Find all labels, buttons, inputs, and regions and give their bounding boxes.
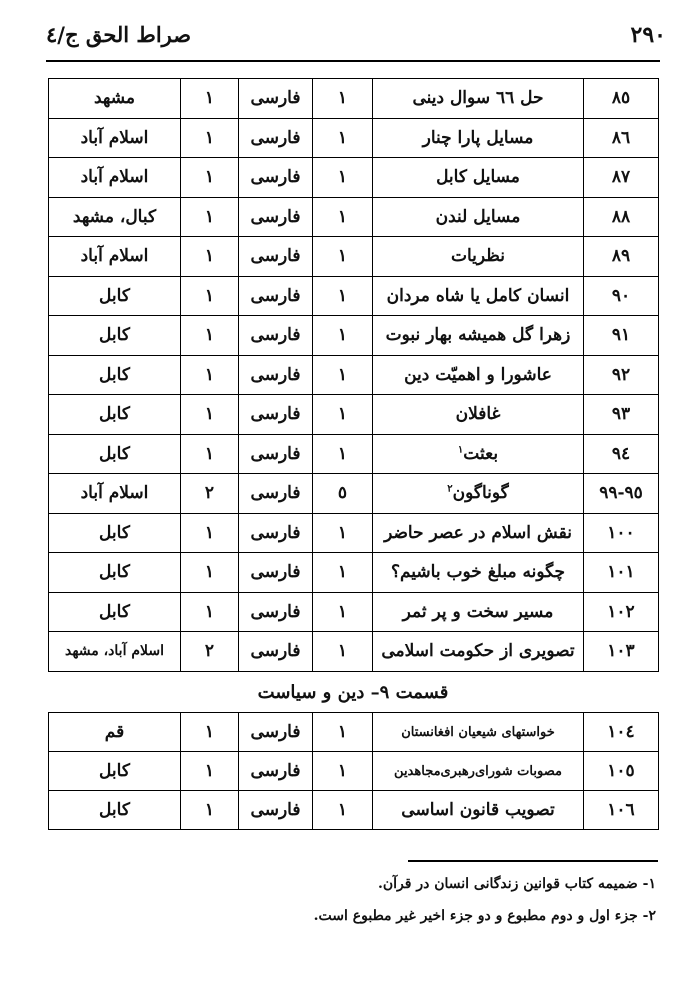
cell-count [181,632,239,672]
cell-place [49,355,181,395]
cell-num [584,79,659,119]
place-text: کابل [99,601,130,622]
books-table-body [49,79,659,672]
books-table [48,78,659,672]
cell-num [584,118,659,158]
cell-volumes [313,395,373,435]
table-row [49,434,659,474]
cell-place [49,553,181,593]
cell-language [239,355,313,395]
cell-language [239,434,313,474]
cell-language [239,632,313,672]
language-text: فارسی [250,522,301,543]
cell-title [373,276,584,316]
place-text: اسلام آباد [80,167,149,188]
cell-language [239,316,313,356]
title-text: چگونه مبلغ خوب باشیم؟ [390,562,566,583]
language-text: فارسی [250,722,301,742]
place-text: کابل [99,285,130,306]
count-text: ۱ [204,562,215,583]
table-row [49,158,659,198]
num-text: ۸٦ [611,127,631,148]
footnote-rule [408,860,658,862]
table-row [49,752,659,791]
table-row [49,237,659,277]
num-text: ۱۰٦ [607,800,635,820]
title-text: بعثت [463,443,499,464]
title-text: مسیر سخت و پر ثمر [402,601,554,622]
place-text: کابل [99,562,130,583]
num-text: ۸۷ [611,167,631,188]
cell-place [49,713,181,752]
cell-place [49,632,181,672]
cell-language [239,395,313,435]
language-text: فارسی [250,562,301,583]
volumes-text: ۱ [337,522,348,543]
cell-count [181,395,239,435]
place-text: مشهد [93,88,136,109]
cell-num [584,158,659,198]
table-row [49,316,659,356]
cell-volumes [313,592,373,632]
count-text: ۱ [204,522,215,543]
footnote-1: ۱- ضمیمه کتاب قوانین زندگانی انسان در قرآن. [378,876,656,892]
cell-num [584,713,659,752]
count-text: ۱ [204,206,215,227]
section-heading: قسمت ۹– دین و سیاست [257,682,449,703]
cell-volumes [313,553,373,593]
volumes-text: ۱ [337,443,348,464]
volumes-text: ۱ [337,800,348,820]
cell-title [373,632,584,672]
cell-language [239,752,313,791]
volumes-text: ۱ [337,88,348,109]
language-text: فارسی [250,364,301,385]
count-text: ۱ [204,761,215,781]
cell-num [584,434,659,474]
cell-language [239,791,313,830]
language-text: فارسی [250,167,301,188]
count-text: ۱ [204,601,215,622]
language-text: فارسی [250,443,301,464]
cell-num [584,237,659,277]
volumes-text: ۱ [337,761,348,781]
cell-title [373,791,584,830]
num-text: ۸۹ [611,246,631,267]
footnote-marker: ۱ [457,444,464,456]
cell-volumes [313,276,373,316]
num-text: ۸۸ [611,206,631,227]
cell-num [584,513,659,553]
language-text: فارسی [250,761,301,781]
count-text: ۱ [204,127,215,148]
language-text: فارسی [250,800,301,820]
cell-num [584,752,659,791]
cell-title [373,118,584,158]
cell-volumes [313,355,373,395]
cell-count [181,237,239,277]
cell-title [373,197,584,237]
cell-count [181,79,239,119]
cell-count [181,553,239,593]
cell-num [584,592,659,632]
cell-title [373,713,584,752]
cell-language [239,79,313,119]
volumes-text: ۱ [337,641,348,662]
cell-count [181,752,239,791]
cell-volumes [313,632,373,672]
place-text: اسلام آباد [80,483,149,504]
volumes-text: ۱ [337,404,348,425]
table-row [49,474,659,514]
table-row [49,791,659,830]
place-text: قم [104,722,125,742]
cell-num [584,553,659,593]
cell-place [49,197,181,237]
title-text: گوناگون [452,483,509,504]
num-text: ۹۰ [611,285,631,306]
language-text: فارسی [250,127,301,148]
language-text: فارسی [250,206,301,227]
language-text: فارسی [250,601,301,622]
volumes-text: ۱ [337,127,348,148]
cell-num [584,316,659,356]
cell-language [239,513,313,553]
cell-count [181,118,239,158]
cell-volumes [313,513,373,553]
count-text: ۲ [204,641,215,662]
table-row [49,553,659,593]
cell-place [49,158,181,198]
cell-language [239,118,313,158]
cell-volumes [313,118,373,158]
cell-title [373,237,584,277]
title-text: مسایل پارا چنار [422,127,534,148]
num-text: ۹٥-۹۹ [599,483,643,504]
cell-num [584,355,659,395]
num-text: ۹۲ [611,364,631,385]
cell-title [373,752,584,791]
cell-place [49,592,181,632]
title-text: مصوبات شورای‌رهبری‌مجاهدین [394,763,562,779]
num-text: ۸٥ [611,88,631,109]
cell-title [373,395,584,435]
count-text: ۱ [204,364,215,385]
table-row [49,118,659,158]
title-text: عاشورا و اهمیّت دین [404,364,552,385]
count-text: ۲ [204,483,215,504]
page-header [46,22,666,56]
header-rule [46,60,660,62]
cell-language [239,237,313,277]
volumes-text: ۱ [337,206,348,227]
cell-count [181,276,239,316]
num-text: ۱۰٥ [607,761,635,781]
cell-title [373,316,584,356]
table-row [49,197,659,237]
table-row [49,513,659,553]
page-number: ۲۹۰ [630,22,666,48]
volumes-text: ۱ [337,167,348,188]
cell-place [49,752,181,791]
place-text: کابل [99,404,130,425]
cell-count [181,713,239,752]
place-text: کابل [99,325,130,346]
cell-volumes [313,316,373,356]
cell-volumes [313,237,373,277]
volumes-text: ۱ [337,325,348,346]
cell-language [239,553,313,593]
table-row [49,632,659,672]
cell-count [181,791,239,830]
place-text: اسلام آباد، مشهد [65,643,164,660]
language-text: فارسی [250,246,301,267]
volumes-text: ٥ [337,483,348,504]
count-text: ۱ [204,443,215,464]
place-text: کبال، مشهد [72,206,157,227]
count-text: ۱ [204,325,215,346]
politics-table-body [49,713,659,830]
count-text: ۱ [204,167,215,188]
table-row [49,355,659,395]
num-text: ۹٤ [611,443,631,464]
cell-language [239,158,313,198]
cell-num [584,474,659,514]
cell-place [49,316,181,356]
cell-volumes [313,197,373,237]
count-text: ۱ [204,800,215,820]
cell-num [584,632,659,672]
language-text: فارسی [250,404,301,425]
num-text: ۱۰۲ [607,601,635,622]
cell-volumes [313,434,373,474]
cell-title [373,592,584,632]
title-text: انسان کامل یا شاه مردان [386,285,570,306]
title-text: خواستهای شیعیان افغانستان [401,724,555,740]
count-text: ۱ [204,246,215,267]
title-text: تصویب قانون اساسی [401,800,555,820]
cell-title [373,158,584,198]
cell-volumes [313,158,373,198]
cell-volumes [313,474,373,514]
place-text: اسلام آباد [80,127,149,148]
running-title: صراط الحق ج/٤ [46,22,192,47]
cell-place [49,237,181,277]
title-text: نظریات [451,246,505,267]
table-row [49,276,659,316]
place-text: کابل [99,443,130,464]
volumes-text: ۱ [337,364,348,385]
place-text: اسلام آباد [80,246,149,267]
cell-place [49,513,181,553]
cell-title [373,474,584,514]
cell-language [239,592,313,632]
cell-num [584,276,659,316]
volumes-text: ۱ [337,601,348,622]
cell-count [181,592,239,632]
count-text: ۱ [204,404,215,425]
volumes-text: ۱ [337,246,348,267]
count-text: ۱ [204,722,215,742]
cell-volumes [313,752,373,791]
title-text: غافلان [455,404,501,425]
cell-title [373,513,584,553]
cell-place [49,791,181,830]
cell-place [49,79,181,119]
cell-place [49,434,181,474]
cell-place [49,395,181,435]
politics-table [48,712,659,830]
cell-count [181,474,239,514]
cell-title [373,434,584,474]
num-text: ۱۰٤ [607,722,635,742]
title-text: تصویری از حکومت اسلامی [381,641,575,662]
cell-language [239,474,313,514]
num-text: ۱۰۳ [607,641,635,662]
cell-count [181,513,239,553]
cell-language [239,713,313,752]
volumes-text: ۱ [337,722,348,742]
count-text: ۱ [204,88,215,109]
cell-volumes [313,713,373,752]
language-text: فارسی [250,325,301,346]
num-text: ۱۰۰ [607,522,635,543]
cell-volumes [313,79,373,119]
footnote-2: ۲- جزء اول و دوم مطبوع و دو جزء اخیر غیر مطبوع است. [313,908,656,924]
table-row [49,592,659,632]
cell-place [49,474,181,514]
place-text: کابل [99,522,130,543]
table-row [49,395,659,435]
cell-count [181,158,239,198]
cell-language [239,197,313,237]
cell-count [181,316,239,356]
title-text: مسایل لندن [435,206,521,227]
cell-count [181,355,239,395]
footnote-marker: ۲ [447,483,453,495]
place-text: کابل [99,364,130,385]
table-row [49,713,659,752]
count-text: ۱ [204,285,215,306]
volumes-text: ۱ [337,285,348,306]
volumes-text: ۱ [337,562,348,583]
language-text: فارسی [250,285,301,306]
title-text: نقش اسلام در عصر حاضر [384,522,572,543]
cell-volumes [313,791,373,830]
cell-title [373,79,584,119]
cell-count [181,434,239,474]
cell-title [373,553,584,593]
num-text: ۹۳ [611,404,631,425]
place-text: کابل [99,800,130,820]
title-text: مسایل کابل [436,167,520,188]
cell-num [584,395,659,435]
language-text: فارسی [250,641,301,662]
cell-num [584,791,659,830]
cell-language [239,276,313,316]
table-row [49,79,659,119]
cell-num [584,197,659,237]
num-text: ۹۱ [611,325,631,346]
cell-count [181,197,239,237]
cell-title [373,355,584,395]
place-text: کابل [99,761,130,781]
language-text: فارسی [250,88,301,109]
title-text: حل ٦٦ سوال دینی [412,88,544,109]
title-text: زهرا گل همیشه بهار نبوت [385,325,571,346]
cell-place [49,118,181,158]
language-text: فارسی [250,483,301,504]
cell-place [49,276,181,316]
num-text: ۱۰۱ [607,562,635,583]
